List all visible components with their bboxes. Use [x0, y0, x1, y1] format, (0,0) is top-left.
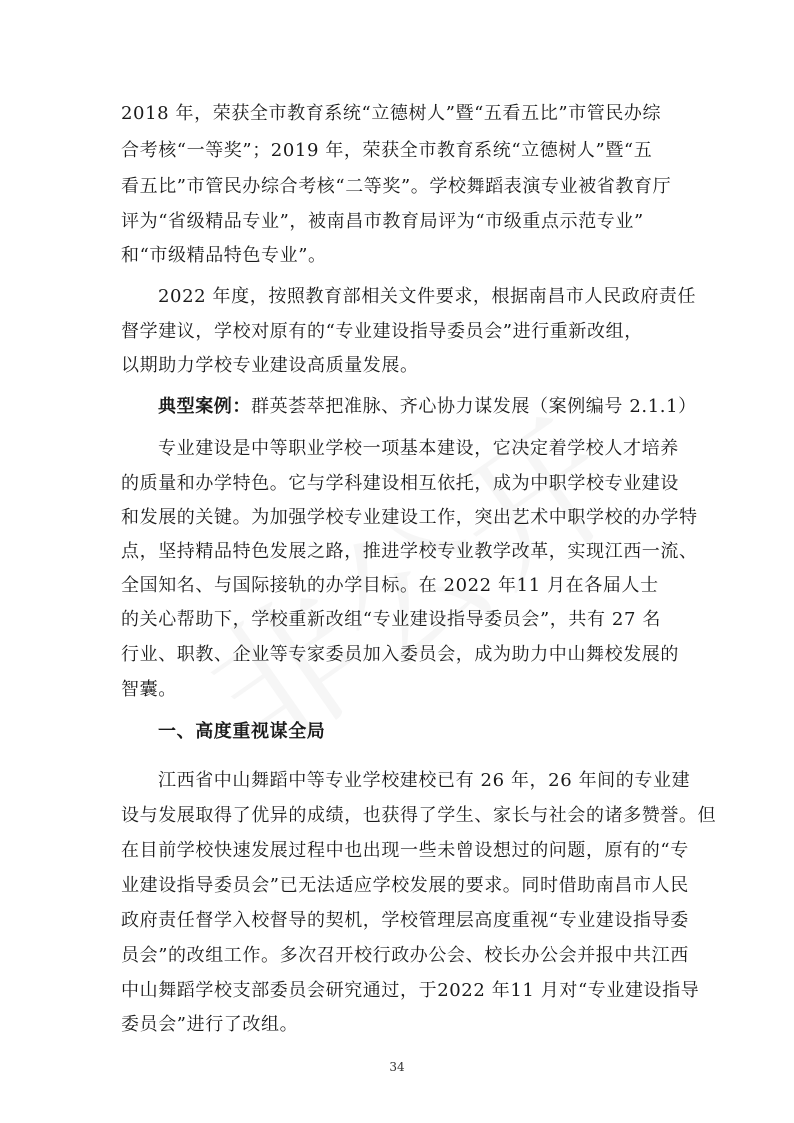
text-line: 的关心帮助下，学校重新改组“专业建设指导委员会”，共有 27 名 — [121, 609, 661, 630]
text-line: 江西省中山舞蹈中等专业学校建校已有 26 年，26 年间的专业建 — [158, 770, 691, 791]
text-line: 督学建议，学校对原有的“专业建设指导委员会”进行重新改组， — [121, 321, 643, 342]
text-line: 2018 年，荣获全市教育系统“立德树人”暨“五看五比”市管民办综 — [121, 103, 662, 124]
text-line: 业建设指导委员会”已无法适应学校发展的要求。同时借助南昌市人民 — [121, 875, 689, 896]
text-line: 专业建设是中等职业学校一项基本建设，它决定着学校人才培养 — [158, 438, 679, 459]
section-heading: 一、高度重视谋全局 — [158, 721, 326, 742]
text-line: 行业、职教、企业等专家委员加入委员会，成为助力中山舞校发展的 — [121, 644, 679, 665]
text-line: 政府责任督学入校督导的契机，学校管理层高度重视“专业建设指导委 — [121, 910, 689, 931]
case-text: 群英荟萃把准脉、齐心协力谋发展（案例编号 2.1.1） — [251, 396, 697, 417]
text-line: 员会”的改组工作。多次召开校行政办公会、校长办公会并报中共江西 — [121, 945, 689, 966]
text-line: 点，坚持精品特色发展之路，推进学校专业教学改革，实现江西一流、 — [121, 541, 698, 562]
text-line: 全国知名、与国际接轨的办学目标。在 2022 年11 月在各届人士 — [121, 575, 659, 596]
text-line: 委员会”进行了改组。 — [121, 1014, 299, 1035]
case-label: 典型案例： — [158, 396, 251, 417]
text-line: 看五比”市管民办综合考核“二等奖”。学校舞蹈表演专业被省教育厅 — [121, 176, 672, 197]
text-line: 和发展的关键。为加强学校专业建设工作，突出艺术中职学校的办学特 — [121, 507, 698, 528]
text-line: 和“市级精品特色专业”。 — [121, 245, 327, 266]
text-line: 评为“省级精品专业”，被南昌市教育局评为“市级重点示范专业” — [121, 211, 644, 232]
page-number: 34 — [389, 1060, 405, 1074]
text-line: 以期助力学校专业建设高质量发展。 — [121, 355, 419, 376]
text-line: 在目前学校快速发展过程中也出现一些未曾设想过的问题，原有的“专 — [121, 840, 689, 861]
text-line: 智囊。 — [121, 679, 177, 700]
text-line: 中山舞蹈学校支部委员会研究通过，于2022 年11 月对“专业建设指导 — [121, 980, 700, 1001]
text-line: 的质量和办学特色。它与学科建设相互依托，成为中职学校专业建设 — [121, 473, 679, 494]
text-line: 2022 年度，按照教育部相关文件要求，根据南昌市人民政府责任 — [158, 286, 697, 307]
case-title — [158, 395, 697, 419]
text-line: 合考核“一等奖”；2019 年，荣获全市教育系统“立德树人”暨“五 — [121, 140, 653, 161]
text-line: 设与发展取得了优异的成绩，也获得了学生、家长与社会的诸多赞誉。但 — [121, 805, 717, 826]
